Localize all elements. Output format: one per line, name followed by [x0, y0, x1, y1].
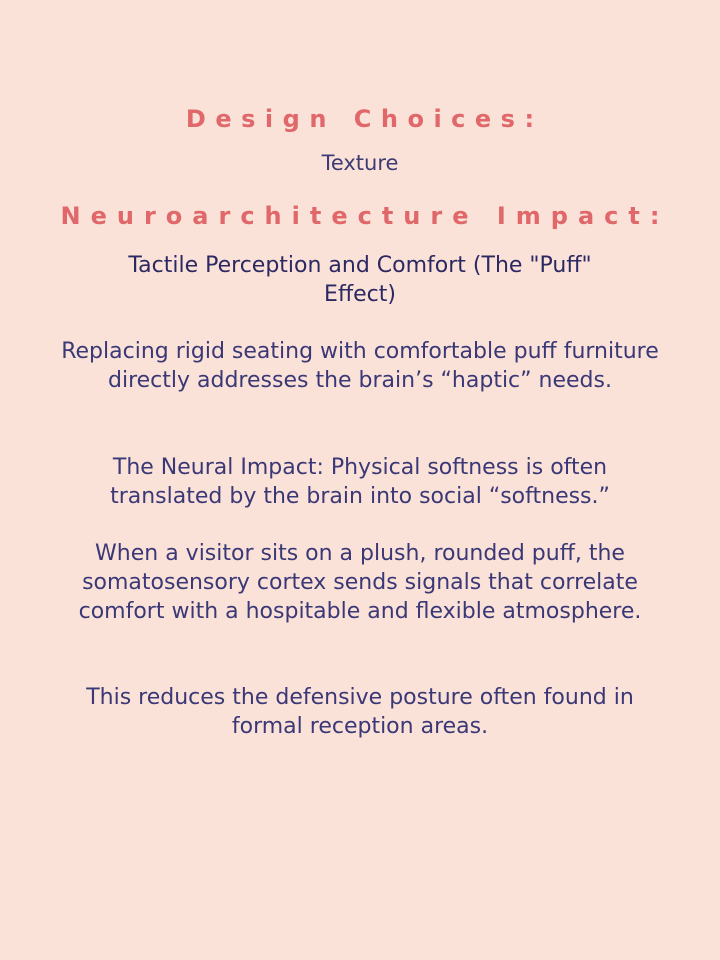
- neuroarchitecture-impact-heading: Neuroarchitecture Impact:: [60, 202, 670, 230]
- impact-title: Tactile Perception and Comfort (The "Puff" Effect): [128, 253, 592, 307]
- body-paragraph-4: This reduces the defensive posture often found in formal reception areas.: [86, 685, 634, 739]
- design-choices-heading: Design Choices:: [185, 105, 544, 133]
- body-paragraph-1: Replacing rigid seating with comfortable puff furniture directly addresses the brain’s “haptic” needs.: [61, 339, 659, 393]
- body-paragraph-2: The Neural Impact: Physical softness is often translated by the brain into social “softness.”: [110, 455, 610, 509]
- body-paragraph-3: When a visitor sits on a plush, rounded puff, the somatosensory cortex sends signals that correlate comfort with a hospitable and flexible atmosphere.: [78, 541, 642, 624]
- design-choice-value: Texture: [321, 151, 399, 175]
